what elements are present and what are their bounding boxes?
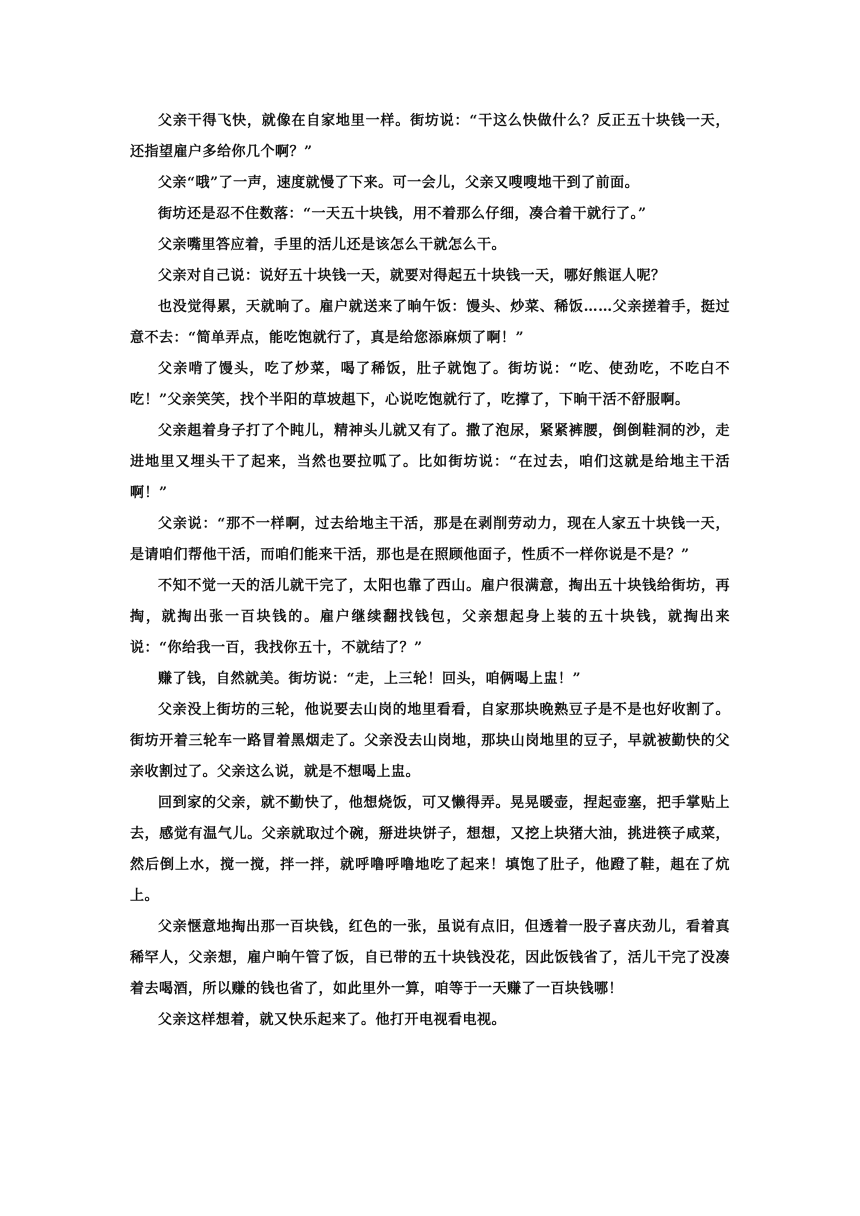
paragraph: 父亲对自己说：说好五十块钱一天，就要对得起五十块钱一天，哪好熊诓人呢？ <box>158 268 666 284</box>
paragraph: 父亲“哦”了一声，速度就慢了下来。可一会儿，父亲又嗖嗖地干到了前面。 <box>158 175 640 191</box>
paragraph: 父亲趄着身子打了个盹儿，精神头儿就又有了。撒了泡尿，紧紧裤腰，倒倒鞋洞的沙，走进地里又埋头干了起来，当然也要拉呱了。比如街坊说：“在过去，咱们这就是给地主干活啊！” <box>130 423 730 501</box>
paragraph: 不知不觉一天的活儿就干完了，太阳也靠了西山。雇户很满意，掏出五十块钱给街坊，再掏，就掏出张一百块钱的。雇户继续翻找钱包，父亲想起身上装的五十块钱，就掏出来说：“你给我一百，我找你五十，不就结了？” <box>130 578 730 656</box>
paragraph: 街坊还是忍不住数落：“一天五十块钱，用不着那么仔细，凑合着干就行了。” <box>158 206 647 222</box>
paragraph: 父亲啃了馒头，吃了炒菜，喝了稀饭，肚子就饱了。街坊说：“吃、使劲吃，不吃白不吃！”父亲笑笑，找个半阳的草坡趄下，心说吃饱就行了，吃撑了，下晌干活不舒服啊。 <box>130 361 730 408</box>
paragraph: 父亲没上街坊的三轮，他说要去山岗的地里看看，自家那块晚熟豆子是不是也好收割了。街坊开着三轮车一路冒着黑烟走了。父亲没去山岗地，那块山岗地里的豆子，早就被勤快的父亲收割过了。父亲这么说，就是不想喝上盅。 <box>130 702 730 780</box>
paragraph: 父亲嘴里答应着，手里的活儿还是该怎么干就怎么干。 <box>158 237 506 253</box>
paragraph: 父亲惬意地掏出那一百块钱，红色的一张，虽说有点旧，但透着一股子喜庆劲儿，看着真稀罕人，父亲想，雇户晌午管了饭，自已带的五十块钱没花，因此饭钱省了，活儿干完了没凑着去喝酒，所以赚的钱也省了，如此里外一算，咱等于一天赚了一百块钱哪！ <box>130 919 730 997</box>
paragraph: 父亲干得飞快，就像在自家地里一样。街坊说：“干这么快做什么？反正五十块钱一天，还指望雇户多给你几个啊？” <box>130 113 730 160</box>
paragraph: 父亲说：“那不一样啊，过去给地主干活，那是在剥削劳动力，现在人家五十块钱一天，是请咱们帮他干活，而咱们能来干活，那也是在照顾他面子，性质不一样你说是不是？” <box>130 516 730 563</box>
document-page <box>130 106 730 1036</box>
paragraph: 也没觉得累，天就晌了。雇户就送来了晌午饭：馒头、炒菜、稀饭……父亲搓着手，挺过意不去：“简单弄点，能吃饱就行了，真是给您添麻烦了啊！” <box>130 299 730 346</box>
paragraph: 回到家的父亲，就不勤快了，他想烧饭，可又懒得弄。晃晃暖壶，捏起壶塞，把手掌贴上去，感觉有温气儿。父亲就取过个碗，掰进块饼子，想想，又挖上块猪大油，挑进筷子咸菜，然后倒上水，搅一搅，拌一拌，就呼噜呼噜地吃了起来！填饱了肚子，他蹬了鞋，趄在了炕上。 <box>130 795 730 904</box>
paragraph: 赚了钱，自然就美。街坊说：“走，上三轮！回头，咱俩喝上盅！” <box>158 671 582 687</box>
paragraph: 父亲这样想着，就又快乐起来了。他打开电视看电视。 <box>158 1012 506 1028</box>
